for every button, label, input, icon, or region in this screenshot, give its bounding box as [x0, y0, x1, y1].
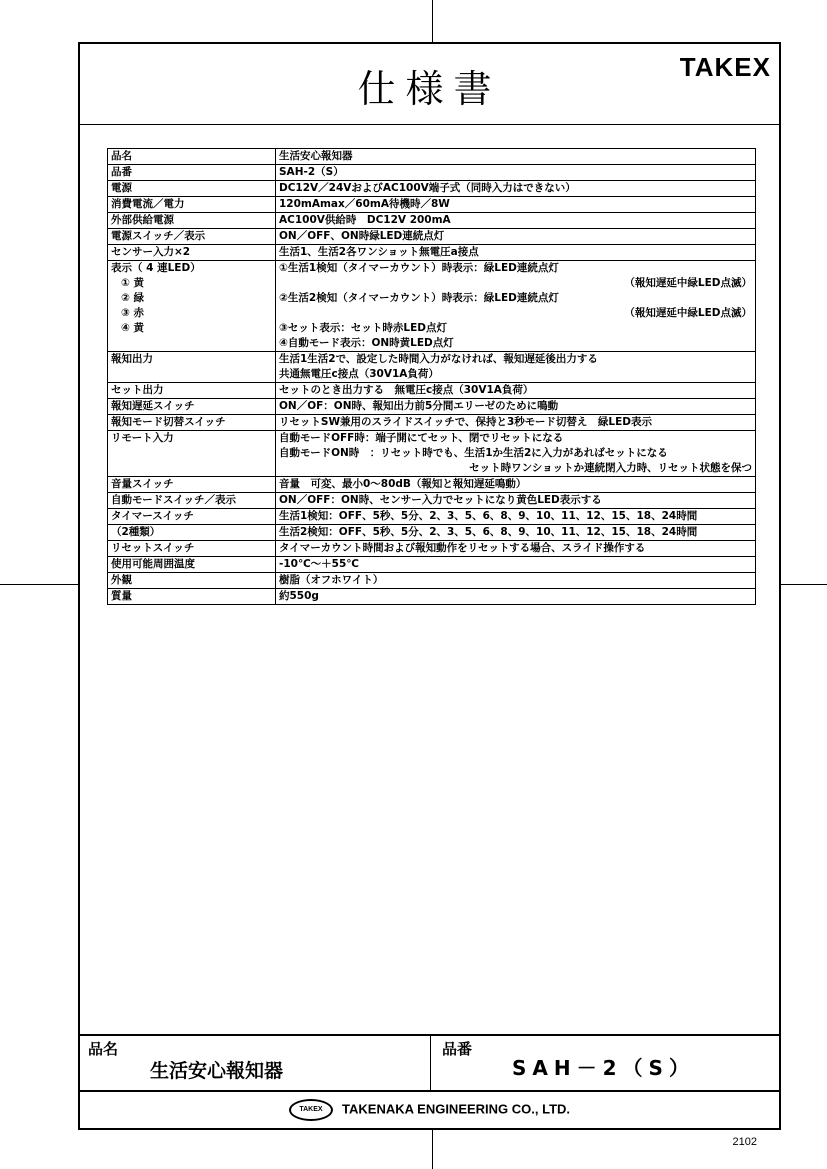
spec-label: 電源	[111, 182, 132, 194]
spec-value: 約550g	[279, 590, 319, 602]
spec-label-sub: ① 黄	[121, 277, 145, 289]
spec-row	[108, 213, 756, 229]
spec-label: 外部供給電源	[111, 214, 174, 226]
spec-value: 120mAmax／60mA待機時／8W	[279, 198, 450, 210]
spec-value-cell	[276, 245, 756, 261]
spec-value-cell	[276, 525, 756, 541]
spec-value-cell	[276, 477, 756, 493]
crop-mark-top	[432, 0, 433, 42]
spec-value-cell	[276, 383, 756, 399]
spec-label-cell	[108, 557, 276, 573]
spec-value-cell	[276, 589, 756, 605]
spec-value-cell	[276, 431, 756, 477]
spec-value: SAH-2（S）	[279, 166, 344, 178]
spec-value-cell	[276, 261, 756, 352]
crop-mark-left	[0, 584, 78, 585]
spec-value: 生活安心報知器	[279, 150, 353, 162]
spec-row	[108, 352, 756, 383]
spec-row	[108, 589, 756, 605]
spec-value: 生活1検知：OFF、5秒、5分、2、3、5、6、8、9、10、11、12、15、18、24時間	[279, 510, 698, 522]
spec-value: セットのとき出力する 無電圧c接点（30V1A負荷）	[279, 384, 534, 396]
spec-label-cell	[108, 261, 276, 352]
spec-label-cell	[108, 181, 276, 197]
spec-value-cell	[276, 541, 756, 557]
spec-value-cell	[276, 213, 756, 229]
spec-label: 音量スイッチ	[111, 478, 174, 490]
spec-row	[108, 477, 756, 493]
spec-row	[108, 229, 756, 245]
spec-value: 樹脂（オフホワイト）	[279, 574, 384, 586]
spec-value-cell	[276, 573, 756, 589]
spec-label-cell	[108, 415, 276, 431]
spec-value-cell	[276, 165, 756, 181]
spec-value: ③セット表示：セット時赤LED点灯	[279, 322, 447, 334]
company-name: TAKENAKA ENGINEERING CO., LTD.	[342, 1101, 571, 1117]
spec-value-cell	[276, 197, 756, 213]
spec-label: 品名	[111, 150, 132, 162]
spec-label-cell	[108, 431, 276, 477]
crop-mark-bottom	[432, 1130, 433, 1169]
product-name-label: 品名	[88, 1040, 119, 1058]
spec-label: 消費電流／電力	[111, 198, 185, 210]
document-number: 2102	[732, 1136, 757, 1148]
spec-row	[108, 165, 756, 181]
spec-label-cell	[108, 383, 276, 399]
spec-label-cell	[108, 509, 276, 525]
spec-value: ①生活1検知（タイマーカウント）時表示：緑LED連続点灯	[279, 262, 559, 274]
spec-label-cell	[108, 477, 276, 493]
product-code-label: 品番	[442, 1040, 473, 1058]
spec-value: 生活1、生活2各ワンショット無電圧a接点	[279, 246, 479, 258]
spec-value-cell	[276, 557, 756, 573]
spec-label: 品番	[111, 166, 132, 178]
spec-label-cell	[108, 541, 276, 557]
spec-value: ON／OFF：ON時、センサー入力でセットになり黄色LED表示する	[279, 494, 602, 506]
spec-label: 使用可能周囲温度	[111, 558, 195, 570]
spec-row	[108, 525, 756, 541]
product-summary-box	[80, 1034, 779, 1092]
spec-value-cell	[276, 493, 756, 509]
spec-value-cell	[276, 149, 756, 165]
spec-value: 共通無電圧c接点（30V1A負荷）	[279, 368, 439, 380]
spec-row	[108, 573, 756, 589]
document-frame	[78, 42, 781, 1130]
spec-value-cell	[276, 181, 756, 197]
crop-mark-right	[781, 584, 827, 585]
spec-row	[108, 245, 756, 261]
spec-row	[108, 431, 756, 477]
spec-row	[108, 261, 756, 352]
document-title: 仕様書	[357, 67, 502, 111]
spec-value: ON／OFF、ON時緑LED連続点灯	[279, 230, 445, 242]
spec-label: 報知出力	[111, 353, 153, 365]
summary-divider	[430, 1036, 431, 1090]
spec-value: ON／OF：ON時、報知出力前5分間エリーゼのために鳴動	[279, 400, 559, 412]
spec-label: 表示（ 4 連LED）	[111, 262, 201, 274]
spec-label: センサー入力×2	[111, 246, 191, 258]
spec-value: AC100V供給時 DC12V 200mA	[279, 214, 451, 226]
spec-label-sub: ③ 赤	[121, 307, 145, 319]
spec-label: 質量	[111, 590, 132, 602]
spec-label: （2種類）	[111, 526, 161, 538]
spec-row	[108, 493, 756, 509]
spec-value: 音量 可変、最小0～80dB（報知と報知遅延鳴動）	[279, 478, 527, 490]
spec-label-cell	[108, 149, 276, 165]
spec-value: （報知遅延中緑LED点滅）	[624, 307, 752, 319]
spec-label: リセットスイッチ	[111, 542, 195, 554]
spec-value: リセットSW兼用のスライドスイッチで、保持と3秒モード切替え 緑LED表示	[279, 416, 652, 428]
company-logo-icon: TAKEX	[289, 1099, 333, 1121]
spec-label: 電源スイッチ／表示	[111, 230, 206, 242]
spec-label: 外観	[111, 574, 132, 586]
spec-value: 生活1生活2で、設定した時間入力がなければ、報知遅延後出力する	[279, 353, 598, 365]
spec-value: ④自動モード表示：ON時黄LED点灯	[279, 337, 454, 349]
spec-table	[107, 148, 756, 605]
spec-label-cell	[108, 213, 276, 229]
spec-value-cell	[276, 399, 756, 415]
spec-label-cell	[108, 399, 276, 415]
spec-label-cell	[108, 493, 276, 509]
spec-label: 報知モード切替スイッチ	[111, 416, 226, 428]
spec-label-cell	[108, 245, 276, 261]
spec-label-cell	[108, 165, 276, 181]
title-area	[80, 44, 779, 125]
spec-label-cell	[108, 589, 276, 605]
spec-value: 自動モードOFF時：端子開にてセット、閉でリセットになる	[279, 432, 564, 444]
spec-label-sub: ② 緑	[121, 292, 145, 304]
product-name-value: 生活安心報知器	[150, 1060, 284, 1082]
spec-label: 報知遅延スイッチ	[111, 400, 195, 412]
spec-label: タイマースイッチ	[111, 510, 194, 522]
spec-value: -10℃～＋55℃	[279, 558, 360, 570]
company-footer	[80, 1090, 779, 1128]
spec-label-cell	[108, 573, 276, 589]
spec-row	[108, 415, 756, 431]
brand-logo: TAKEX	[679, 52, 771, 82]
spec-value: 自動モードON時 ：リセット時でも、生活1か生活2に入力があればセットになる	[279, 447, 668, 459]
spec-value: タイマーカウント時間および報知動作をリセットする場合、スライド操作する	[279, 542, 646, 554]
product-code-value: SAH－2（S）	[512, 1056, 695, 1080]
spec-label-cell	[108, 352, 276, 383]
spec-row	[108, 383, 756, 399]
spec-value-cell	[276, 229, 756, 245]
spec-label-sub: ④ 黄	[121, 322, 145, 334]
spec-value: （報知遅延中緑LED点滅）	[624, 277, 752, 289]
spec-label: 自動モードスイッチ／表示	[111, 494, 237, 506]
spec-row	[108, 399, 756, 415]
spec-row	[108, 509, 756, 525]
spec-row	[108, 541, 756, 557]
spec-label-cell	[108, 229, 276, 245]
spec-row	[108, 149, 756, 165]
spec-value-cell	[276, 352, 756, 383]
spec-value: DC12V／24VおよびAC100V端子式（同時入力はできない）	[279, 182, 576, 194]
spec-value: 生活2検知：OFF、5秒、5分、2、3、5、6、8、9、10、11、12、15、18、24時間	[279, 526, 698, 538]
spec-label: リモート入力	[111, 432, 174, 444]
spec-label-cell	[108, 525, 276, 541]
spec-row	[108, 181, 756, 197]
spec-value-cell	[276, 415, 756, 431]
spec-value: ②生活2検知（タイマーカウント）時表示：緑LED連続点灯	[279, 292, 559, 304]
spec-label: セット出力	[111, 384, 164, 396]
spec-value: セット時ワンショットか連続閉入力時、リセット状態を保つ	[469, 462, 752, 474]
spec-row	[108, 197, 756, 213]
spec-row	[108, 557, 756, 573]
spec-label-cell	[108, 197, 276, 213]
spec-value-cell	[276, 509, 756, 525]
